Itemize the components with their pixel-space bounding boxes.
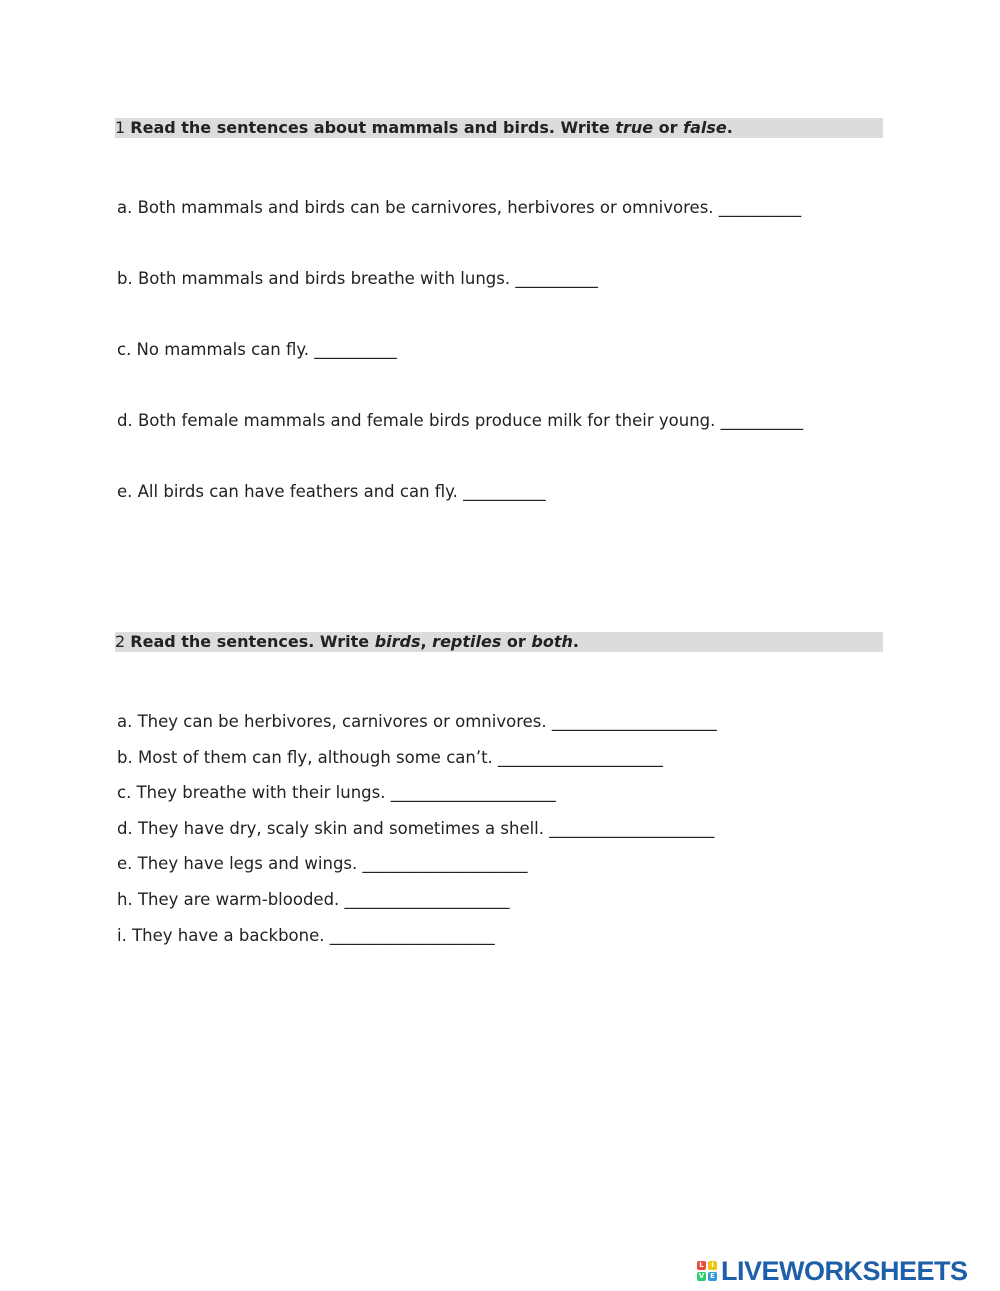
instruction-part: , [420,632,433,651]
section-2-item-h: h. They are warm-blooded. ____________________ [117,890,510,909]
section-1-header [115,118,883,138]
section-2-instruction [130,632,579,651]
section-2-item-i: i. They have a backbone. ____________________ [117,926,495,945]
section-2-header [115,632,883,652]
section-1-item-b: b. Both mammals and birds breathe with lungs. __________ [117,269,598,288]
logo-letter: L [697,1261,706,1270]
instruction-part: Read the sentences. Write [130,632,375,651]
section-2-item-e: e. They have legs and wings. ____________________ [117,854,528,873]
instruction-part: . [726,118,733,137]
liveworksheets-logo [697,1256,968,1286]
section-2-item-a: a. They can be herbivores, carnivores or omnivores. ____________________ [117,712,717,731]
logo-letter: V [698,1272,705,1280]
section-2-item-d: d. They have dry, scaly skin and sometimes a shell. ____________________ [117,819,715,838]
section-2-number: 2 [115,632,131,651]
section-1-item-e: e. All birds can have feathers and can fly. __________ [117,482,546,501]
section-2-item-c: c. They breathe with their lungs. ____________________ [117,783,556,802]
section-1-item-d: d. Both female mammals and female birds produce milk for their young. __________ [117,411,804,430]
section-1-item-c: c. No mammals can fly. __________ [117,340,397,359]
section-2-item-b: b. Most of them can fly, although some can’t. ____________________ [117,748,664,767]
instruction-part: or [653,118,684,137]
instruction-part: both [531,632,573,651]
logo-mark-icon [697,1261,717,1281]
logo-letter: E [708,1272,717,1281]
instruction-part: . [572,632,579,651]
section-1-instruction [130,118,733,137]
instruction-part: true [615,118,654,137]
section-1-item-a: a. Both mammals and birds can be carnivores, herbivores or omnivores. __________ [117,198,802,217]
instruction-part: Read the sentences about mammals and birds. Write [130,118,616,137]
instruction-part: false [683,118,727,137]
instruction-part: birds [374,632,421,651]
logo-text: LIVEWORKSHEETS [721,1255,968,1286]
section-1-number: 1 [115,118,131,137]
instruction-part: reptiles [432,632,502,651]
logo-letter: I [708,1261,717,1270]
instruction-part: or [501,632,532,651]
